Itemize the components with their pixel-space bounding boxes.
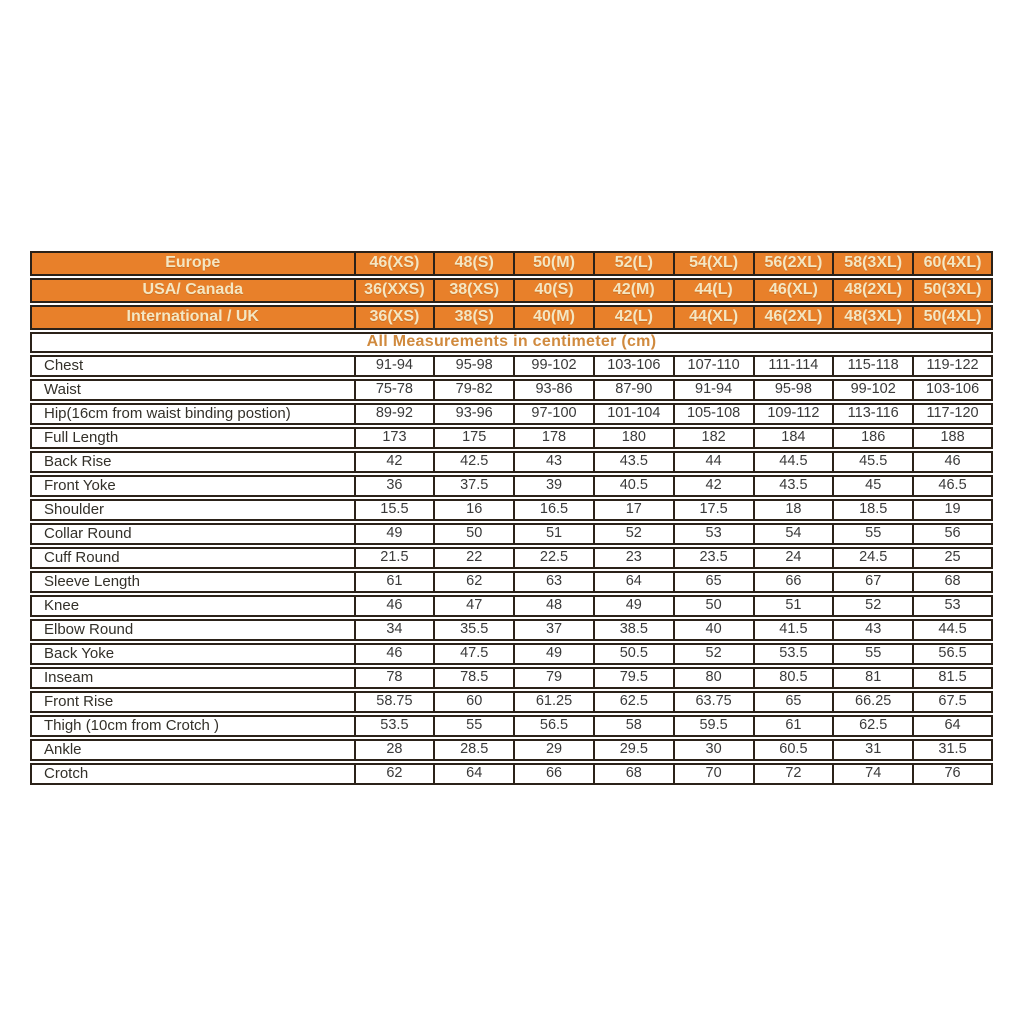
measurement-value-cell: 180 [594,427,674,449]
measurement-value-cell: 49 [594,595,674,617]
size-cell: 46(2XL) [754,305,834,330]
measurement-value-cell: 61 [355,571,435,593]
measurement-value-cell: 95-98 [434,355,514,377]
size-cell: 38(XS) [434,278,514,303]
measurement-value-cell: 46 [355,643,435,665]
measurement-value-cell: 186 [833,427,913,449]
measurement-value-cell: 52 [594,523,674,545]
table-row [30,595,993,617]
measurement-value-cell: 93-96 [434,403,514,425]
measurement-value-cell: 107-110 [674,355,754,377]
measurement-value-cell: 55 [434,715,514,737]
measurement-value-cell: 93-86 [514,379,594,401]
measurement-value-cell: 63.75 [674,691,754,713]
measurement-value-cell: 66 [514,763,594,785]
measurement-value-cell: 43.5 [754,475,834,497]
size-system-label: USA/ Canada [30,278,355,303]
measurement-value-cell: 81.5 [913,667,993,689]
measurement-value-cell: 53.5 [754,643,834,665]
measurement-value-cell: 67.5 [913,691,993,713]
measurement-label-cell: Shoulder [30,499,355,521]
measurement-label-cell: Back Yoke [30,643,355,665]
measurement-value-cell: 66.25 [833,691,913,713]
measurement-label-cell: Chest [30,355,355,377]
size-chart-table [30,249,993,787]
measurement-value-cell: 91-94 [674,379,754,401]
measurement-unit-note: All Measurements in centimeter (cm) [30,332,993,353]
table-row [30,475,993,497]
measurement-value-cell: 99-102 [833,379,913,401]
measurement-value-cell: 49 [514,643,594,665]
measurement-label-cell: Crotch [30,763,355,785]
size-cell: 40(M) [514,305,594,330]
measurement-value-cell: 40.5 [594,475,674,497]
measurement-value-cell: 113-116 [833,403,913,425]
measurement-value-cell: 43.5 [594,451,674,473]
table-row [30,427,993,449]
measurement-value-cell: 50 [434,523,514,545]
measurement-value-cell: 62 [355,763,435,785]
measurement-value-cell: 105-108 [674,403,754,425]
measurement-label-cell: Front Yoke [30,475,355,497]
size-cell: 56(2XL) [754,251,834,276]
measurement-value-cell: 46.5 [913,475,993,497]
measurement-value-cell: 35.5 [434,619,514,641]
measurement-value-cell: 18.5 [833,499,913,521]
measurement-value-cell: 28 [355,739,435,761]
measurement-value-cell: 45 [833,475,913,497]
measurement-label-cell: Knee [30,595,355,617]
measurement-value-cell: 79.5 [594,667,674,689]
measurement-value-cell: 52 [833,595,913,617]
measurement-label-cell: Sleeve Length [30,571,355,593]
measurement-value-cell: 18 [754,499,834,521]
measurement-value-cell: 175 [434,427,514,449]
size-cell: 50(M) [514,251,594,276]
measurement-value-cell: 117-120 [913,403,993,425]
measurement-value-cell: 42.5 [434,451,514,473]
measurement-value-cell: 17 [594,499,674,521]
measurement-value-cell: 173 [355,427,435,449]
measurement-label-cell: Back Rise [30,451,355,473]
table-row [30,763,993,785]
measurement-value-cell: 56 [913,523,993,545]
table-row [30,619,993,641]
measurement-value-cell: 51 [514,523,594,545]
size-system-label: International / UK [30,305,355,330]
size-cell: 48(S) [434,251,514,276]
measurement-value-cell: 58 [594,715,674,737]
measurement-value-cell: 61 [754,715,834,737]
measurement-value-cell: 36 [355,475,435,497]
measurement-value-cell: 31 [833,739,913,761]
measurement-label-cell: Elbow Round [30,619,355,641]
measurement-label-cell: Ankle [30,739,355,761]
measurement-note-row [30,332,993,353]
measurement-value-cell: 61.25 [514,691,594,713]
table-row [30,643,993,665]
measurement-value-cell: 119-122 [913,355,993,377]
size-cell: 48(3XL) [833,305,913,330]
measurement-value-cell: 89-92 [355,403,435,425]
measurement-value-cell: 46 [355,595,435,617]
measurement-label-cell: Inseam [30,667,355,689]
measurement-value-cell: 37 [514,619,594,641]
measurement-value-cell: 74 [833,763,913,785]
measurement-value-cell: 80.5 [754,667,834,689]
measurement-value-cell: 72 [754,763,834,785]
measurement-value-cell: 63 [514,571,594,593]
table-row [30,379,993,401]
measurement-value-cell: 64 [434,763,514,785]
measurement-value-cell: 76 [913,763,993,785]
measurement-value-cell: 21.5 [355,547,435,569]
measurement-value-cell: 24.5 [833,547,913,569]
table-row [30,403,993,425]
measurement-value-cell: 47.5 [434,643,514,665]
measurement-value-cell: 23 [594,547,674,569]
size-system-label: Europe [30,251,355,276]
table-row [30,547,993,569]
measurement-value-cell: 68 [913,571,993,593]
measurement-value-cell: 70 [674,763,754,785]
measurement-value-cell: 56.5 [514,715,594,737]
size-cell: 52(L) [594,251,674,276]
measurement-value-cell: 44 [674,451,754,473]
measurement-value-cell: 30 [674,739,754,761]
measurement-value-cell: 51 [754,595,834,617]
measurement-value-cell: 42 [674,475,754,497]
size-systems-header [30,251,993,330]
measurement-value-cell: 48 [514,595,594,617]
measurement-value-cell: 87-90 [594,379,674,401]
size-cell: 44(XL) [674,305,754,330]
measurement-value-cell: 42 [355,451,435,473]
measurement-value-cell: 91-94 [355,355,435,377]
measurement-value-cell: 44.5 [754,451,834,473]
measurement-value-cell: 64 [594,571,674,593]
size-cell: 36(XXS) [355,278,435,303]
table-row [30,691,993,713]
measurement-value-cell: 19 [913,499,993,521]
measurement-value-cell: 25 [913,547,993,569]
measurement-value-cell: 178 [514,427,594,449]
measurement-value-cell: 65 [674,571,754,593]
size-system-row [30,305,993,330]
measurement-label-cell: Hip(16cm from waist binding postion) [30,403,355,425]
measurement-value-cell: 53 [913,595,993,617]
measurement-value-cell: 67 [833,571,913,593]
size-cell: 50(3XL) [913,278,993,303]
measurement-value-cell: 184 [754,427,834,449]
measurement-value-cell: 56.5 [913,643,993,665]
size-cell: 50(4XL) [913,305,993,330]
size-cell: 60(4XL) [913,251,993,276]
table-row [30,523,993,545]
measurement-value-cell: 39 [514,475,594,497]
measurement-value-cell: 17.5 [674,499,754,521]
measurement-value-cell: 43 [833,619,913,641]
measurement-value-cell: 111-114 [754,355,834,377]
measurement-label-cell: Waist [30,379,355,401]
size-cell: 42(L) [594,305,674,330]
size-cell: 36(XS) [355,305,435,330]
measurement-value-cell: 45.5 [833,451,913,473]
measurement-value-cell: 81 [833,667,913,689]
size-cell: 44(L) [674,278,754,303]
measurement-value-cell: 49 [355,523,435,545]
measurement-value-cell: 22.5 [514,547,594,569]
measurement-value-cell: 62.5 [594,691,674,713]
measurement-value-cell: 103-106 [913,379,993,401]
measurement-value-cell: 115-118 [833,355,913,377]
measurement-value-cell: 53.5 [355,715,435,737]
measurement-value-cell: 34 [355,619,435,641]
size-cell: 40(S) [514,278,594,303]
measurement-value-cell: 80 [674,667,754,689]
measurement-value-cell: 75-78 [355,379,435,401]
table-row [30,571,993,593]
measurement-value-cell: 16.5 [514,499,594,521]
measurement-value-cell: 188 [913,427,993,449]
size-system-row [30,251,993,276]
note-section [30,332,993,353]
measurement-value-cell: 50 [674,595,754,617]
measurement-value-cell: 29 [514,739,594,761]
measurement-value-cell: 62 [434,571,514,593]
measurement-value-cell: 58.75 [355,691,435,713]
measurement-value-cell: 44.5 [913,619,993,641]
measurement-value-cell: 60.5 [754,739,834,761]
measurement-value-cell: 15.5 [355,499,435,521]
measurement-label-cell: Thigh (10cm from Crotch ) [30,715,355,737]
size-cell: 48(2XL) [833,278,913,303]
measurement-value-cell: 99-102 [514,355,594,377]
measurement-value-cell: 109-112 [754,403,834,425]
measurement-value-cell: 43 [514,451,594,473]
size-chart [30,249,993,787]
measurement-value-cell: 64 [913,715,993,737]
table-row [30,667,993,689]
measurement-value-cell: 29.5 [594,739,674,761]
measurement-value-cell: 54 [754,523,834,545]
measurement-value-cell: 103-106 [594,355,674,377]
measurement-value-cell: 38.5 [594,619,674,641]
measurement-label-cell: Full Length [30,427,355,449]
measurement-value-cell: 78 [355,667,435,689]
measurement-value-cell: 40 [674,619,754,641]
measurement-value-cell: 66 [754,571,834,593]
table-row [30,451,993,473]
measurement-value-cell: 79-82 [434,379,514,401]
measurement-value-cell: 46 [913,451,993,473]
size-cell: 54(XL) [674,251,754,276]
measurement-value-cell: 41.5 [754,619,834,641]
measurement-label-cell: Cuff Round [30,547,355,569]
table-row [30,739,993,761]
measurement-value-cell: 16 [434,499,514,521]
measurement-label-cell: Front Rise [30,691,355,713]
measurement-value-cell: 79 [514,667,594,689]
measurement-value-cell: 68 [594,763,674,785]
measurement-value-cell: 53 [674,523,754,545]
measurement-value-cell: 97-100 [514,403,594,425]
measurement-value-cell: 28.5 [434,739,514,761]
measurement-value-cell: 182 [674,427,754,449]
measurement-value-cell: 65 [754,691,834,713]
measurement-value-cell: 78.5 [434,667,514,689]
table-row [30,499,993,521]
measurement-value-cell: 55 [833,643,913,665]
size-cell: 46(XL) [754,278,834,303]
measurement-value-cell: 24 [754,547,834,569]
measurement-rows [30,355,993,785]
measurement-value-cell: 37.5 [434,475,514,497]
measurement-value-cell: 22 [434,547,514,569]
measurement-value-cell: 55 [833,523,913,545]
size-system-row [30,278,993,303]
size-cell: 42(M) [594,278,674,303]
size-cell: 38(S) [434,305,514,330]
measurement-value-cell: 23.5 [674,547,754,569]
measurement-value-cell: 101-104 [594,403,674,425]
measurement-value-cell: 95-98 [754,379,834,401]
measurement-value-cell: 52 [674,643,754,665]
measurement-value-cell: 59.5 [674,715,754,737]
table-row [30,715,993,737]
measurement-value-cell: 47 [434,595,514,617]
size-cell: 58(3XL) [833,251,913,276]
measurement-value-cell: 60 [434,691,514,713]
measurement-value-cell: 31.5 [913,739,993,761]
measurement-label-cell: Collar Round [30,523,355,545]
measurement-value-cell: 62.5 [833,715,913,737]
measurement-value-cell: 50.5 [594,643,674,665]
size-cell: 46(XS) [355,251,435,276]
table-row [30,355,993,377]
